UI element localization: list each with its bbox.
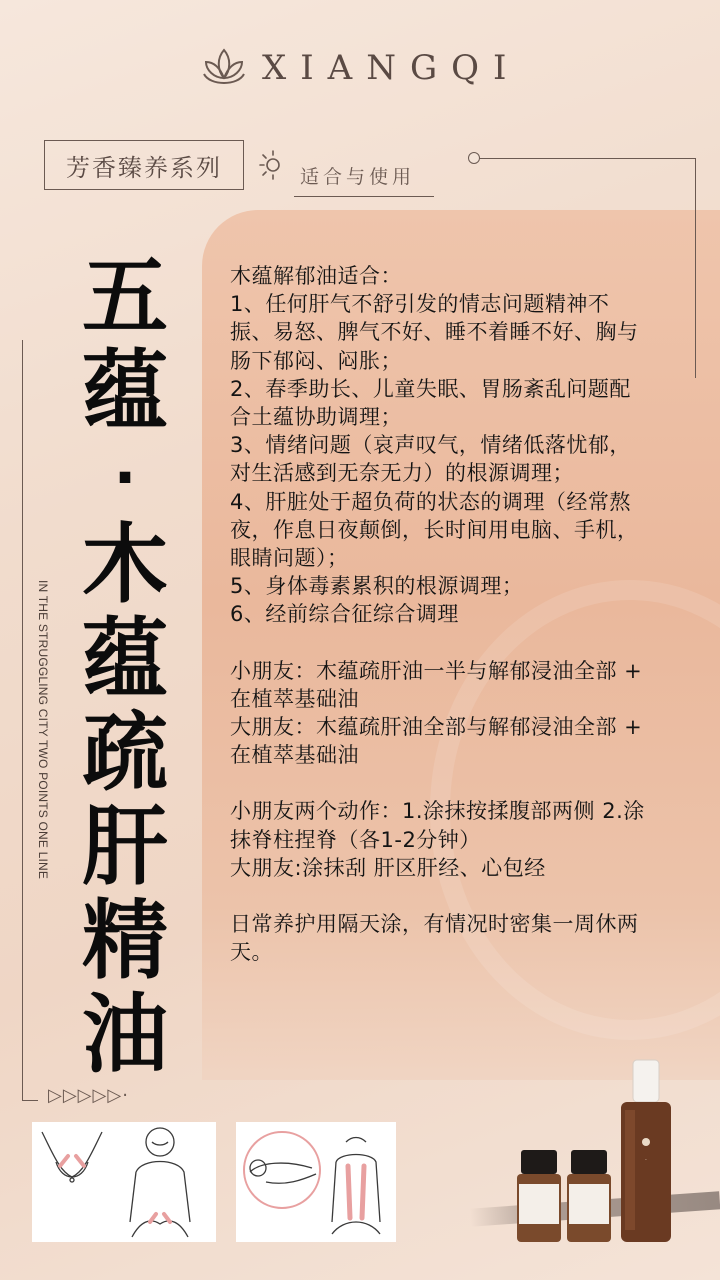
- indication-item: 2、春季助长、儿童失眠、胃肠紊乱问题配合土蕴协助调理；: [230, 376, 631, 430]
- indication-item: 6、经前综合征综合调理: [230, 602, 459, 627]
- indication-item: 3、情绪问题（哀声叹气，情绪低落忧郁，对生活感到无奈无力）的根源调理；: [230, 433, 631, 486]
- arrow-decoration: ▷▷▷▷▷·: [48, 1085, 129, 1106]
- title-char: 五: [82, 247, 168, 347]
- sun-icon: [258, 150, 288, 180]
- left-divider: [22, 340, 23, 1100]
- title-char: 精: [82, 891, 168, 991]
- intro-heading: 木蕴解郁油适合：: [230, 264, 402, 288]
- brand-name: XIANGQI: [262, 48, 521, 88]
- title-char: 疏: [82, 703, 168, 803]
- section-underline: [294, 196, 434, 197]
- title-char: 木: [82, 515, 168, 615]
- series-label: [44, 140, 244, 190]
- section-label: 适合与使用: [300, 166, 416, 188]
- top-divider: [478, 158, 696, 159]
- title-char: 蕴: [82, 609, 168, 709]
- left-divider-foot: [22, 1100, 38, 1101]
- indication-item: 1、任何肝气不舒引发的情志问题精神不振、易怒、脾气不好、睡不着睡不好、胸与肠下郁闷、闷胀；: [230, 292, 639, 373]
- essential-oil-bottles: [505, 1050, 705, 1250]
- svg-text:·: ·: [645, 1157, 647, 1164]
- title-char: 油: [82, 985, 168, 1085]
- usage-item: 小朋友：木蕴疏肝油一半与解郁浸油全部 + 在植萃基础油: [230, 658, 650, 711]
- divider-dot: [468, 152, 480, 164]
- action-item: 小朋友两个动作：1.涂抹按揉腹部两侧 2.涂抹脊柱捏脊（各1-2分钟）: [230, 799, 645, 852]
- abdomen-massage-illustration: [32, 1122, 216, 1242]
- title-char: 蕴: [82, 341, 168, 441]
- indication-item: 4、肝脏处于超负荷的状态的调理（经常熬夜，作息日夜颠倒，长时间用电脑、手机，眼睛问题）；: [230, 489, 639, 571]
- usage-description: [230, 262, 650, 966]
- product-title: [70, 247, 180, 1085]
- usage-item: 大朋友：木蕴疏肝油全部与解郁浸油全部 + 在植萃基础油: [230, 715, 650, 768]
- series-text: 芳香臻养系列: [66, 153, 222, 182]
- lotus-logo-icon: [200, 44, 248, 90]
- side-slogan: IN THE STRUGGLING CITY TWO POINTS ONE LINE: [36, 580, 50, 880]
- right-divider: [695, 158, 696, 378]
- title-separator: ·: [113, 443, 137, 513]
- spine-massage-illustration: [236, 1122, 396, 1242]
- daily-care-note: 日常养护用隔天涂，有情况时密集一周休两天。: [230, 912, 639, 965]
- indication-item: 5、身体毒素累积的根源调理；: [230, 574, 524, 599]
- title-char: 肝: [82, 797, 168, 897]
- action-item: 大朋友:涂抹刮 肝区肝经、心包经: [230, 855, 546, 880]
